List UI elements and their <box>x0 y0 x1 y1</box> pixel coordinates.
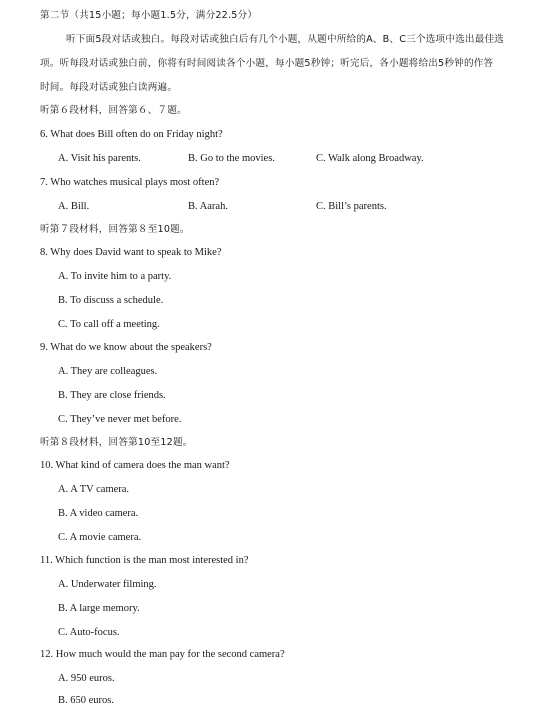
question-8-stem: 8. Why does David want to speak to Mike? <box>40 247 222 258</box>
question-12-stem: 12. How much would the man pay for the second camera? <box>40 649 285 660</box>
instructions-line-1: 听下面5段对话或独白。每段对话或独白后有几个小题，从题中所给的A、B、C三个选项中选出最佳选 <box>66 34 505 45</box>
question-10-option-c: C. A movie camera. <box>58 532 142 543</box>
question-11-option-a: A. Underwater filming. <box>58 579 157 590</box>
question-8-option-b: B. To discuss a schedule. <box>58 295 164 306</box>
question-11-option-c: C. Auto-focus. <box>58 627 120 638</box>
question-8-option-a: A. To invite him to a party. <box>58 271 172 282</box>
question-10-stem: 10. What kind of camera does the man want? <box>40 460 230 471</box>
question-6-option-b: B. Go to the movies. <box>188 153 275 164</box>
question-7-stem: 7. Who watches musical plays most often? <box>40 177 220 188</box>
question-6-stem: 6. What does Bill often do on Friday night? <box>40 129 223 140</box>
question-9-stem: 9. What do we know about the speakers? <box>40 342 212 353</box>
question-11-option-b: B. A large memory. <box>58 603 140 614</box>
question-7-option-b: B. Aarah. <box>188 201 228 212</box>
instructions-line-2: 项。听每段对话或独白前，你将有时间阅读各个小题，每小题5秒钟；听完后，各小题将给出5秒钟的作答 <box>40 58 494 69</box>
question-9-option-b: B. They are close friends. <box>58 390 166 401</box>
question-9-option-a: A. They are colleagues. <box>58 366 158 377</box>
question-7-option-a: A. Bill. <box>58 201 90 212</box>
question-9-option-c: C. They’ve never met before. <box>58 414 182 425</box>
question-7-options <box>0 200 554 214</box>
question-6-options <box>0 152 554 166</box>
section-header: 第二节（共15小题；每小题1.5分，满分22.5分） <box>40 10 258 21</box>
instructions-line-3: 时间。每段对话或独白读两遍。 <box>40 82 178 93</box>
material-7-heading: 听第７段材料，回答第８至10题。 <box>40 224 190 235</box>
question-6-option-c: C. Walk along Broadway. <box>316 153 424 164</box>
question-7-option-c: C. Bill’s parents. <box>316 201 387 212</box>
question-10-option-b: B. A video camera. <box>58 508 139 519</box>
material-6-heading: 听第６段材料，回答第６、７题。 <box>40 105 187 116</box>
question-12-option-a: A. 950 euros. <box>58 673 115 684</box>
question-6-option-a: A. Visit his parents. <box>58 153 141 164</box>
question-12-option-b: B. 650 euros. <box>58 695 114 706</box>
question-10-option-a: A. A TV camera. <box>58 484 130 495</box>
question-8-option-c: C. To call off a meeting. <box>58 319 160 330</box>
question-11-stem: 11. Which function is the man most interested in? <box>40 555 249 566</box>
material-8-heading: 听第８段材料，回答第10至12题。 <box>40 437 193 448</box>
